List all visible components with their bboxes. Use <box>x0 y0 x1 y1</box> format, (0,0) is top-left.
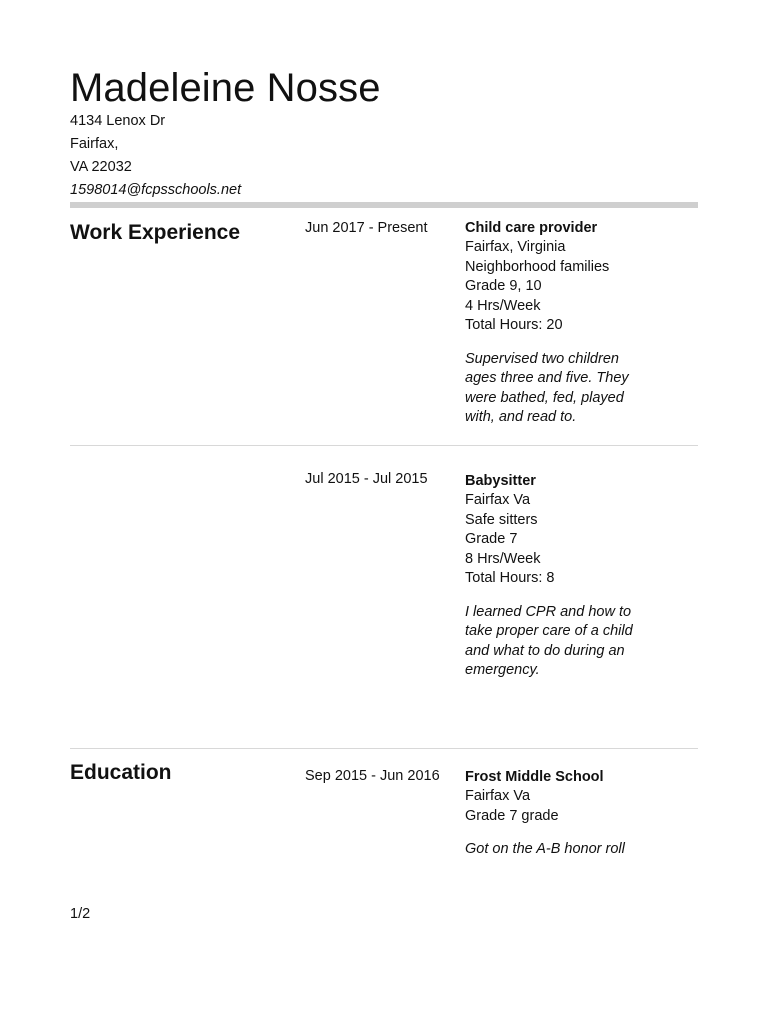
entry-detail: Grade 7 grade <box>465 807 559 824</box>
entry-description <box>465 350 698 428</box>
address-line-2: Fairfax, <box>70 136 119 152</box>
entry-detail: Fairfax Va <box>465 492 531 508</box>
entry-detail: Fairfax Va <box>465 788 531 804</box>
section-title-work-experience: Work Experience <box>70 221 241 244</box>
page-number: 1/2 <box>70 906 91 922</box>
entry-detail: 4 Hrs/Week <box>465 297 541 314</box>
entry-dates: Sep 2015 - Jun 2016 <box>305 768 440 784</box>
entry-dates: Jul 2015 - Jul 2015 <box>305 471 428 487</box>
entry-detail: Grade 7 <box>465 531 518 547</box>
entry-detail: Neighborhood families <box>465 258 610 275</box>
entry-title: Babysitter <box>465 473 536 489</box>
address-line-1: 4134 Lenox Dr <box>70 113 166 129</box>
education-entry-frost <box>465 768 698 860</box>
description-line: Supervised two children <box>465 350 619 367</box>
entry-description <box>465 603 698 681</box>
section-divider <box>70 748 698 749</box>
description-line: I learned CPR and how to <box>465 603 632 620</box>
entry-title: Frost Middle School <box>465 769 604 785</box>
description-line: ages three and five. They <box>465 370 629 386</box>
description-line: emergency. <box>465 662 540 678</box>
entry-description <box>465 840 698 860</box>
email-address: 1598014@fcpsschools.net <box>70 182 242 198</box>
entry-dates: Jun 2017 - Present <box>305 220 428 236</box>
entry-detail: Fairfax, Virginia <box>465 239 566 255</box>
entry-detail: Safe sitters <box>465 511 538 528</box>
description-line: and what to do during an <box>465 642 625 659</box>
entry-title: Child care provider <box>465 220 598 236</box>
description-line: take proper care of a child <box>465 623 633 639</box>
address-line-3: VA 22032 <box>70 159 132 175</box>
entry-detail: 8 Hrs/Week <box>465 550 541 567</box>
entry-divider <box>70 445 698 446</box>
entry-detail: Grade 9, 10 <box>465 278 542 294</box>
work-entry-child-care <box>465 219 698 428</box>
entry-detail: Total Hours: 8 <box>465 570 555 586</box>
description-line: were bathed, fed, played <box>465 389 624 406</box>
applicant-name: Madeleine Nosse <box>70 66 381 110</box>
entry-detail: Total Hours: 20 <box>465 317 563 333</box>
header-divider <box>70 202 698 208</box>
description-line: with, and read to. <box>465 409 577 425</box>
work-entry-babysitter <box>465 472 698 681</box>
description-line: Got on the A-B honor roll <box>465 841 625 857</box>
section-title-education: Education <box>70 761 172 784</box>
